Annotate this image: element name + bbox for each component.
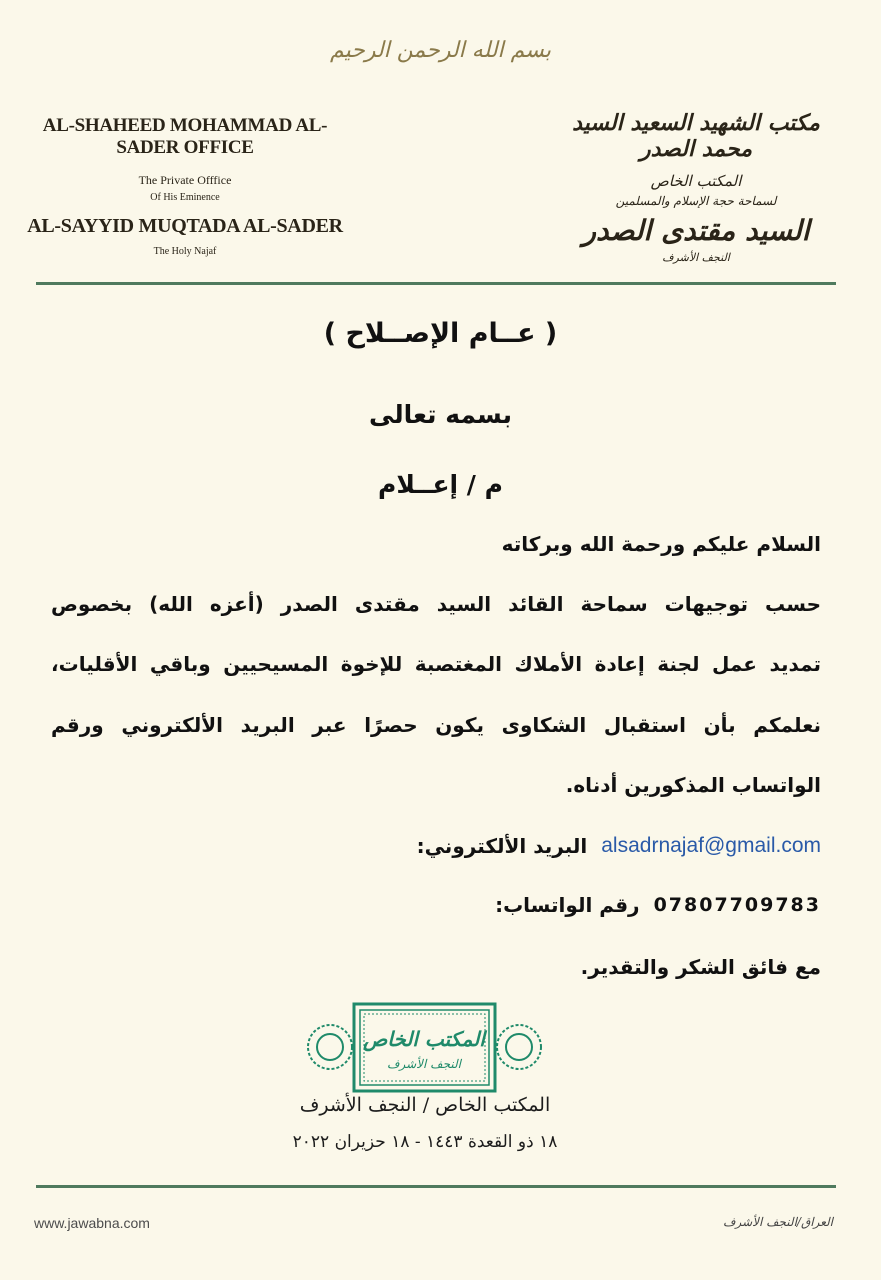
email-row — [417, 834, 821, 858]
document-date: ١٨ ذو القعدة ١٤٤٣ - ١٨ حزيران ٢٠٢٢ — [292, 1132, 558, 1152]
email-label: البريد الألكتروني: — [416, 834, 588, 858]
body-line-1: حسب توجيهات سماحة القائد السيد مقتدى الصدر (أعزه الله) بخصوص — [51, 592, 821, 616]
subject-line: م / إعــلام — [378, 470, 503, 499]
english-city: The Holy Najaf — [153, 246, 217, 257]
english-letterhead — [20, 115, 350, 257]
english-office-name: AL-SHAHEED MOHAMMAD AL-SADER OFFICE — [42, 115, 328, 158]
arabic-office-name: مكتب الشهيد السعيد السيد محمد الصدر — [572, 110, 820, 162]
seal-text: المكتب الخاص — [363, 1027, 485, 1051]
english-eminence: Of His Eminence — [150, 192, 220, 203]
header-divider — [36, 282, 836, 285]
whatsapp-row — [495, 893, 821, 917]
signature-office: المكتب الخاص / النجف الأشرف — [299, 1094, 551, 1116]
body-line-4: الواتساب المذكورين أدناه. — [565, 773, 821, 797]
arabic-letterhead — [551, 110, 841, 264]
english-sayyid-name: AL-SAYYID MUQTADA AL-SADER — [27, 215, 343, 237]
bism-heading: بسمه تعالى — [368, 400, 513, 429]
whatsapp-label: رقم الواتساب: — [495, 893, 640, 917]
email-link[interactable]: alsadrnajaf@gmail.com — [601, 834, 821, 857]
greeting: السلام عليكم ورحمة الله وبركاته — [501, 532, 821, 556]
english-private-office: The Private Offfice — [138, 173, 232, 187]
document-title: ( عــام الإصــلاح ) — [323, 318, 558, 349]
office-seal — [302, 1000, 547, 1095]
arabic-sayyid-name: السيد مقتدى الصدر — [582, 214, 810, 247]
arabic-private-office: المكتب الخاص — [650, 172, 742, 190]
website-url[interactable]: www.jawabna.com — [34, 1215, 150, 1231]
whatsapp-number: 07807709783 — [653, 894, 821, 916]
closing-thanks: مع فائق الشكر والتقدير. — [580, 955, 821, 979]
seal-city: النجف الأشرف — [387, 1057, 461, 1071]
seal-stamp-icon — [302, 1000, 547, 1095]
footer-divider — [36, 1185, 836, 1188]
arabic-eminence: لسماحة حجة الإسلام والمسلمين — [615, 194, 777, 208]
footer-location: العراق/النجف الأشرف — [723, 1215, 833, 1229]
body-line-3: نعلمكم بأن استقبال الشكاوى يكون حصرًا عبر البريد الألكتروني ورقم — [51, 713, 821, 737]
arabic-city: النجف الأشرف — [662, 251, 730, 264]
basmala: بسم الله الرحمن الرحيم — [329, 38, 552, 63]
body-line-2: تمديد عمل لجنة إعادة الأملاك المغتصبة للإخوة المسيحيين وباقي الأقليات، — [51, 652, 821, 676]
